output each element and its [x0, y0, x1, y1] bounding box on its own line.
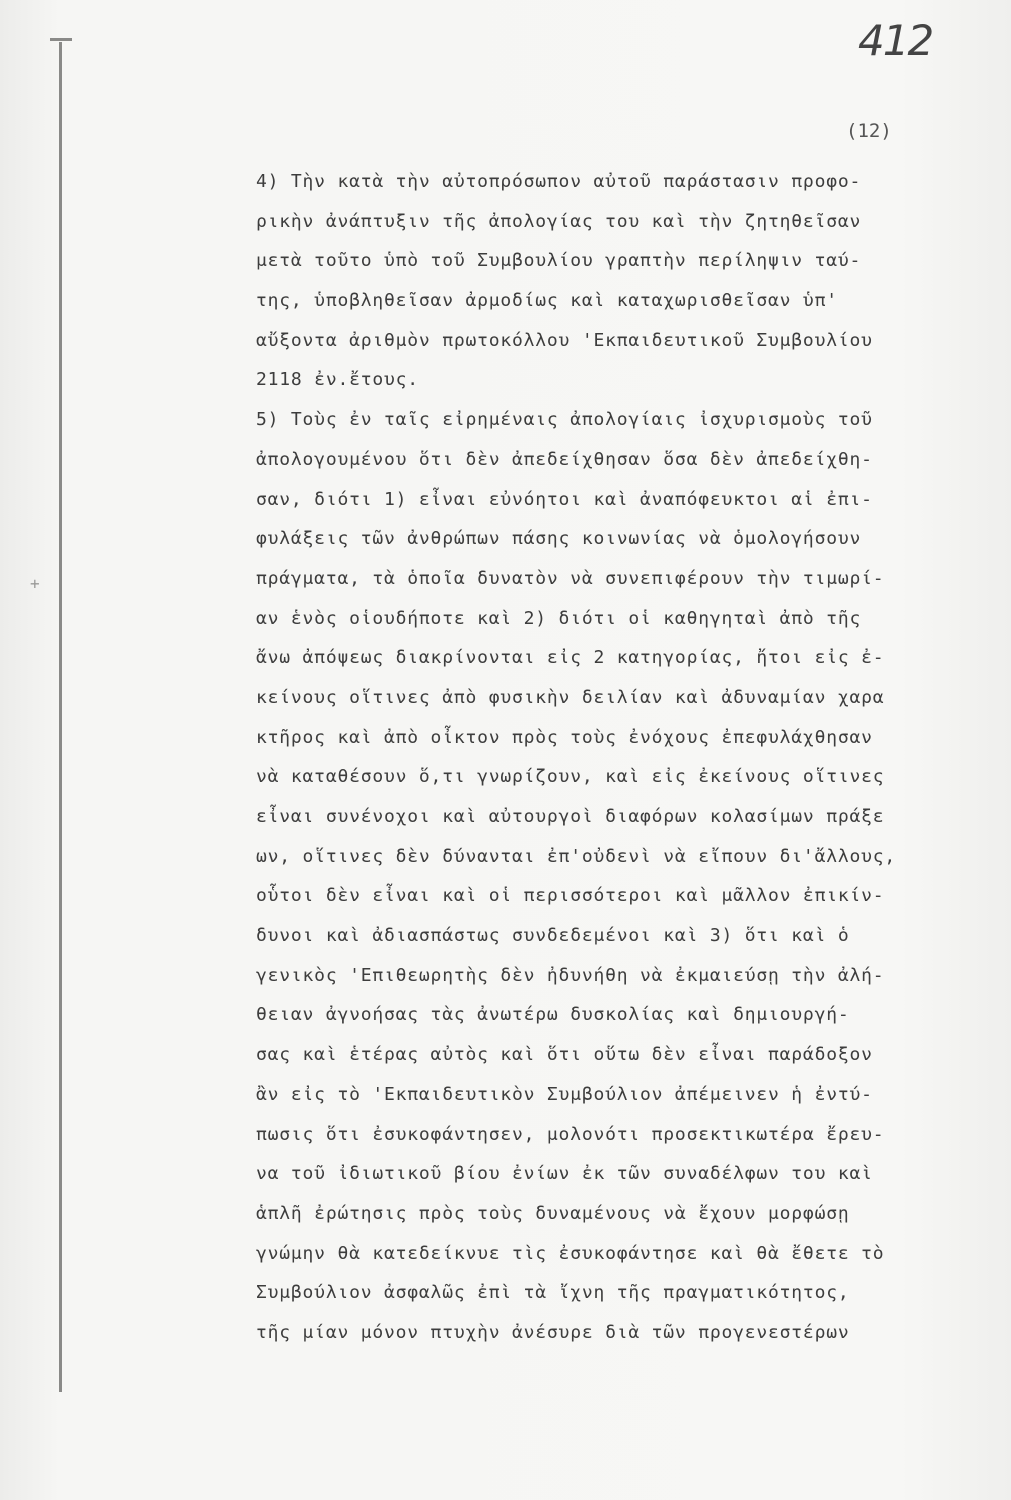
text-line: φυλάξεις τῶν ἀνθρώπων πάσης κοινωνίας νὰ ὁμολογήσουν	[256, 528, 862, 550]
text-line: ρικὴν ἀνάπτυξιν τῆς ἀπολογίας του καὶ τὴν ζητηθεῖσαν	[256, 210, 862, 232]
text-line: πωσις ὅτι ἐσυκοφάντησεν, μολονότι προσεκτικωτέρα ἔρευ-	[256, 1123, 885, 1145]
text-line: αὔξοντα ἀριθμὸν πρωτοκόλλου 'Εκπαιδευτικοῦ Συμβουλίου	[256, 329, 873, 351]
text-line: αν ἑνὸς οἱουδήποτε καὶ 2) διότι οἱ καθηγηταὶ ἀπὸ τῆς	[256, 607, 862, 629]
text-line: γενικὸς 'Επιθεωρητὴς δὲν ἠδυνήθη νὰ ἐκμαιεύσῃ τὴν ἀλή-	[256, 964, 885, 986]
text-line: ων, οἵτινες δὲν δύνανται ἐπ'οὐδενὶ νὰ εἴπουν δι'ἄλλους,	[256, 845, 897, 867]
margin-tick-mark: +	[30, 574, 40, 593]
text-line: ἄνω ἀπόψεως διακρίνονται εἰς 2 κατηγορίας, ἤτοι εἰς ἐ-	[256, 647, 885, 669]
text-line: 4) Τὴν κατὰ τὴν αὐτοπρόσωπον αὐτοῦ παράστασιν προφο-	[256, 171, 862, 192]
text-line: ἀπολογουμένου ὅτι δὲν ἀπεδείχθησαν ὅσα δὲν ἀπεδείχθη-	[256, 448, 873, 470]
text-line: νὰ καταθέσουν ὅ,τι γνωρίζουν, καὶ εἰς ἐκείνους οἵτινες	[256, 766, 885, 788]
binding-mark-bar	[59, 42, 62, 1392]
text-line: ἂν εἰς τὸ 'Εκπαιδευτικὸν Συμβούλιον ἀπέμεινεν ἡ ἐντύ-	[256, 1083, 873, 1105]
document-body	[256, 162, 996, 1353]
text-line: ἁπλῆ ἐρώτησις πρὸς τοὺς δυναμένους νὰ ἔχουν μορφώσῃ	[256, 1202, 850, 1224]
binding-mark	[50, 38, 72, 1398]
text-line: κείνους οἵτινες ἀπὸ φυσικὴν δειλίαν καὶ ἀδυναμίαν χαρα	[256, 686, 885, 708]
page-number: (12)	[846, 120, 892, 142]
text-line: πράγματα, τὰ ὁποῖα δυνατὸν νὰ συνεπιφέρουν τὴν τιμωρί-	[256, 567, 885, 589]
text-line: θειαν ἀγνοήσας τὰς ἀνωτέρω δυσκολίας καὶ δημιουργή-	[256, 1004, 850, 1026]
handwritten-folio-number: 412	[858, 16, 933, 65]
text-line: σας καὶ ἑτέρας αὐτὸς καὶ ὅτι οὕτω δὲν εἶναι παράδοξον	[256, 1044, 873, 1066]
text-line: της, ὑποβληθεῖσαν ἀρμοδίως καὶ καταχωρισθεῖσαν ὑπ'	[256, 290, 838, 312]
text-line: τῆς μίαν μόνον πτυχὴν ἀνέσυρε διὰ τῶν προγενεστέρων	[256, 1321, 850, 1343]
binding-mark-cap	[50, 38, 72, 41]
text-line: σαν, διότι 1) εἶναι εὐνόητοι καὶ ἀναπόφευκτοι αἱ ἐπι-	[256, 488, 873, 510]
text-line: γνώμην θὰ κατεδείκνυε τὶς ἐσυκοφάντησε καὶ θὰ ἔθετε τὸ	[256, 1242, 885, 1264]
text-line: μετὰ τοῦτο ὑπὸ τοῦ Συμβουλίου γραπτὴν περίληψιν ταύ-	[256, 250, 862, 272]
text-line: κτῆρος καὶ ἀπὸ οἶκτον πρὸς τοὺς ἐνόχους ἐπεφυλάχθησαν	[256, 726, 873, 748]
text-line: να τοῦ ἰδιωτικοῦ βίου ἐνίων ἐκ τῶν συναδέλφων του καὶ	[256, 1163, 873, 1185]
text-line: δυνοι καὶ ἀδιασπάστως συνδεδεμένοι καὶ 3) ὅτι καὶ ὁ	[256, 925, 850, 947]
text-line: 5) Τοὺς ἐν ταῖς εἰρημέναις ἀπολογίαις ἰσχυρισμοὺς τοῦ	[256, 409, 873, 431]
text-line: οὗτοι δὲν εἶναι καὶ οἱ περισσότεροι καὶ μᾶλλον ἐπικίν-	[256, 885, 885, 907]
text-line: 2118 ἐν.ἔτους.	[256, 369, 419, 391]
text-line: εἶναι συνένοχοι καὶ αὐτουργοὶ διαφόρων κολασίμων πράξε	[256, 806, 885, 827]
text-line: Συμβούλιον ἀσφαλῶς ἐπὶ τὰ ἴχνη τῆς πραγματικότητος,	[256, 1282, 850, 1304]
